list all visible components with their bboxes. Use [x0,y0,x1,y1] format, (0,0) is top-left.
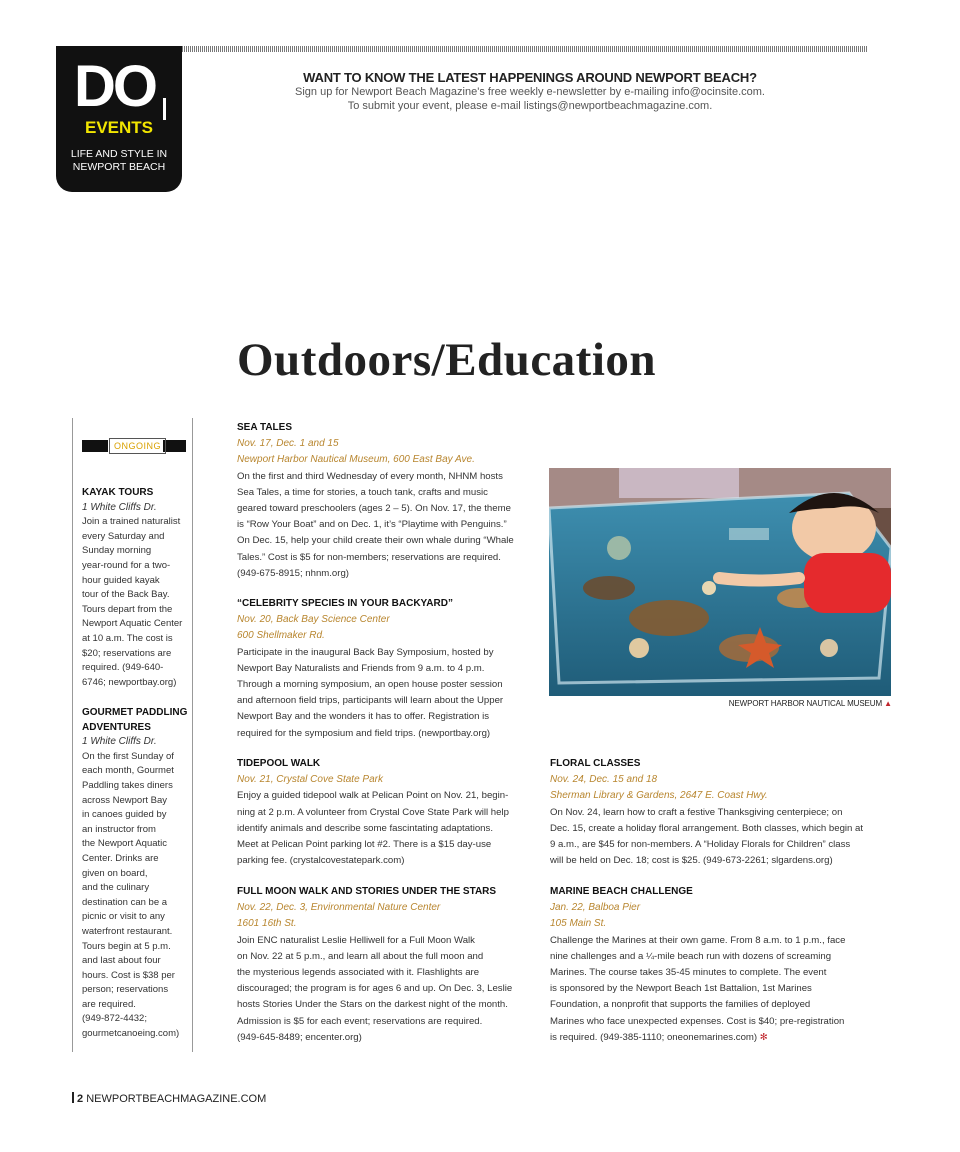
gourmet-line: gourmetcanoeing.com) [82,1028,180,1040]
gourmet-line: in canoes guided by [82,809,167,821]
gourmet-line: Tours begin at 5 p.m. [82,940,171,952]
sea-tales-dates: Nov. 17, Dec. 1 and 15 [237,438,339,450]
gourmet-line: waterfront restaurant. [82,925,173,937]
sea-tales-title: SEA TALES [237,422,293,433]
gourmet-line: hours. Cost is $38 per [82,969,175,981]
gourmet-line: each month, Gourmet [82,765,174,777]
kayak-line: 6746; newportbay.org) [82,676,177,688]
sea-tales-location: Newport Harbor Nautical Museum, 600 East Bay Ave. [237,454,475,466]
gourmet-line: are required. [82,998,136,1010]
marine-dates: Jan. 22, Balboa Pier [550,902,641,914]
celebrity-line: Newport Bay and the wonders it has to offer. Registration is [237,711,490,723]
gourmet-line: the Newport Aquatic [82,838,168,850]
celebrity-line: Participate in the inaugural Back Bay Symposium, hosted by [237,646,494,658]
celebrity-dates: Nov. 20, Back Bay Science Center [237,614,390,626]
gourmet-line: and the culinary [82,882,150,894]
gourmet-line: Paddling takes diners [82,779,173,791]
sea-tales-line: Sea Tales, a time for stories, a touch tank, crafts and music [237,486,488,498]
sidebar-item-kayak-tours [82,486,190,690]
celebrity-title: “CELEBRITY SPECIES IN YOUR BACKYARD” [237,598,453,609]
gourmet-line: (949-872-4432; [82,1013,147,1025]
kayak-line: $20; reservations are [82,647,172,659]
celebrity-line: Newport Bay Naturalists and Friends from 9 a.m. to 4 p.m. [237,662,485,674]
tidepool-dates: Nov. 21, Crystal Cove State Park [237,774,383,786]
kayak-title: KAYAK TOURS [82,487,154,498]
kayak-line: every Saturday and [82,530,165,542]
article-full-moon-walk [237,884,542,1046]
gourmet-address: 1 White Cliffs Dr. [82,736,157,748]
gourmet-line: picnic or visit to any [82,911,165,923]
tidepool-title: TIDEPOOL WALK [237,758,321,769]
full-moon-line: Admission is $5 for each event; reservations are required. [237,1015,483,1027]
article-celebrity-species [237,596,542,742]
caption-triangle-icon: ▲ [884,699,892,708]
full-moon-line: on Nov. 22 at 5 p.m., and learn all about the full moon and [237,950,484,962]
gourmet-line: given on board, [82,867,148,879]
marine-last-line [550,1030,880,1046]
badge-tagline-1: LIFE AND STYLE IN [70,148,168,160]
badge-do: DO [74,54,155,119]
marine-line: Marines. The course takes 35-45 minutes to complete. The event [550,967,827,979]
floral-location: Sherman Library & Gardens, 2647 E. Coast Hwy. [550,790,768,802]
full-moon-line: discouraged; the program is for ages 6 and up. On Dec. 3, Leslie [237,983,513,995]
ongoing-text: ONGOING [109,438,166,454]
section-title: Outdoors/Education [237,334,657,386]
gourmet-line: On the first Sunday of [82,750,174,762]
touch-tank-photo [549,468,891,696]
badge-cursor-bar [163,98,166,120]
newsletter-header [240,70,820,113]
kayak-line: Join a trained naturalist [82,516,181,528]
page-number: 2 [77,1093,84,1105]
celebrity-location: 600 Shellmaker Rd. [237,630,325,642]
touch-tank-image [549,468,891,696]
page-footer [72,1092,266,1105]
gourmet-line: and last about four [82,955,161,967]
article-marine-beach-challenge [550,884,880,1046]
sea-tales-line: geared toward preschoolers (ages 2 – 5). On Nov. 17, the theme [237,503,511,515]
floral-line: 9 a.m., are $45 for non-members. A “Holiday Florals for Children” class [550,839,851,851]
floral-title: FLORAL CLASSES [550,758,641,769]
sea-tales-line: On Dec. 15, help your child create their own whale during “Whale [237,535,514,547]
kayak-line: Newport Aquatic Center [82,618,183,630]
tidepool-line: ning at 2 p.m. A volunteer from Crystal Cove State Park will help [237,806,509,818]
floral-line: will be held on Dec. 18; cost is $25. (949-673-2261; slgardens.org) [550,855,833,867]
full-moon-line: hosts Stories Under the Stars on the darkest night of the month. [237,999,508,1011]
gourmet-title-1: GOURMET PADDLING [82,707,188,718]
sidebar-item-gourmet-paddling [82,706,190,1042]
marine-line: nine challenges and a ¼-mile beach run with dozens of screaming [550,950,832,962]
full-moon-line: (949-645-8489; encenter.org) [237,1031,362,1043]
marine-title: MARINE BEACH CHALLENGE [550,886,693,897]
gourmet-line: destination can be a [82,896,168,908]
article-floral-classes [550,756,880,869]
full-moon-title: FULL MOON WALK AND STORIES UNDER THE STARS [237,886,497,897]
kayak-line: tour of the Back Bay. [82,589,170,601]
sidebar-right-rule [192,418,193,1052]
ongoing-label [108,437,163,456]
marine-line: Marines who face unexpected expenses. Cost is $40; pre-registration [550,1015,845,1027]
gourmet-title-2: ADVENTURES [82,721,151,733]
floral-line: On Nov. 24, learn how to craft a festive Thanksgiving centerpiece; on [550,806,843,818]
sidebar-left-rule [72,418,73,1052]
gourmet-line: Center. Drinks are [82,852,159,864]
floral-dates: Nov. 24, Dec. 15 and 18 [550,774,658,786]
tidepool-line: Enjoy a guided tidepool walk at Pelican Point on Nov. 21, begin- [237,790,509,802]
sea-tales-line: (949-675-8915; nhnm.org) [237,567,349,579]
header-line-2: To submit your event, please e-mail listings@newportbeachmagazine.com. [347,100,713,112]
sea-tales-line: Tales.” Cost is $5 for non-members; reservations are required. [237,551,501,563]
tidepool-line: parking fee. (crystalcovestatepark.com) [237,855,405,867]
sea-tales-line: On the first and third Wednesday of every month, NHNM hosts [237,470,503,482]
kayak-line: year-round for a two- [82,559,171,571]
celebrity-line: required for the symposium and field trips. (newportbay.org) [237,727,491,739]
marine-line: Challenge the Marines at their own game. From 8 a.m. to 1 p.m., face [550,934,846,946]
full-moon-line: Join ENC naturalist Leslie Helliwell for a Full Moon Walk [237,934,475,946]
full-moon-dates: Nov. 22, Dec. 3, Environmental Nature Center [237,902,441,914]
marine-line: is sponsored by the Newport Beach 1st Battalion, 1st Marines [550,983,812,995]
sea-tales-line: is “Row Your Boat” and on Dec. 1, it’s “Playtime with Penguins.” [237,519,507,531]
top-rule [182,46,867,52]
footer-site: NEWPORTBEACHMAGAZINE.COM [86,1093,267,1105]
gourmet-line: an instructor from [82,823,156,835]
gourmet-line: across Newport Bay [82,794,168,806]
kayak-line: at 10 a.m. The cost is [82,632,173,644]
article-tidepool-walk [237,756,542,869]
celebrity-line: Through a morning symposium, an open house poster session [237,679,503,691]
gourmet-line: person; reservations [82,984,169,996]
marine-line: Foundation, a nonprofit that supports the families of deployed [550,999,811,1011]
full-moon-line: the mysterious legends associated with it. Flashlights are [237,967,480,979]
tidepool-line: Meet at Pelican Point parking lot #2. There is a $15 day-use [237,839,492,851]
full-moon-location: 1601 16th St. [237,918,297,930]
kayak-address: 1 White Cliffs Dr. [82,501,157,513]
section-badge [56,46,182,192]
celebrity-line: and afternoon field trips, participants will learn about the Upper [237,695,504,707]
badge-tagline [56,148,182,174]
badge-tagline-2: NEWPORT BEACH [72,161,166,173]
kayak-line: Sunday morning [82,545,152,557]
kayak-line: required. (949-640- [82,662,164,674]
footer-bar [72,1092,74,1103]
photo-caption [640,699,892,708]
badge-events: EVENTS [84,118,154,137]
floral-line: Dec. 15, create a holiday floral arrangement. Both classes, which begin at [550,822,864,834]
end-mark-icon: ✻ [759,1031,768,1043]
kayak-line: Tours depart from the [82,603,173,615]
marine-line: is required. (949-385-1110; oneonemarines.com) [550,1031,758,1043]
kayak-line: hour guided kayak [82,574,160,586]
header-line-1: Sign up for Newport Beach Magazine's free weekly e-newsletter by e-mailing info@ocinsite.com. [295,86,765,98]
marine-location: 105 Main St. [550,918,607,930]
photo-caption-text: NEWPORT HARBOR NAUTICAL MUSEUM [728,699,883,708]
article-sea-tales [237,420,542,582]
tidepool-line: identify animals and describe some fascintating adaptations. [237,822,493,834]
header-headline: WANT TO KNOW THE LATEST HAPPENINGS AROUND NEWPORT BEACH? [303,70,757,85]
